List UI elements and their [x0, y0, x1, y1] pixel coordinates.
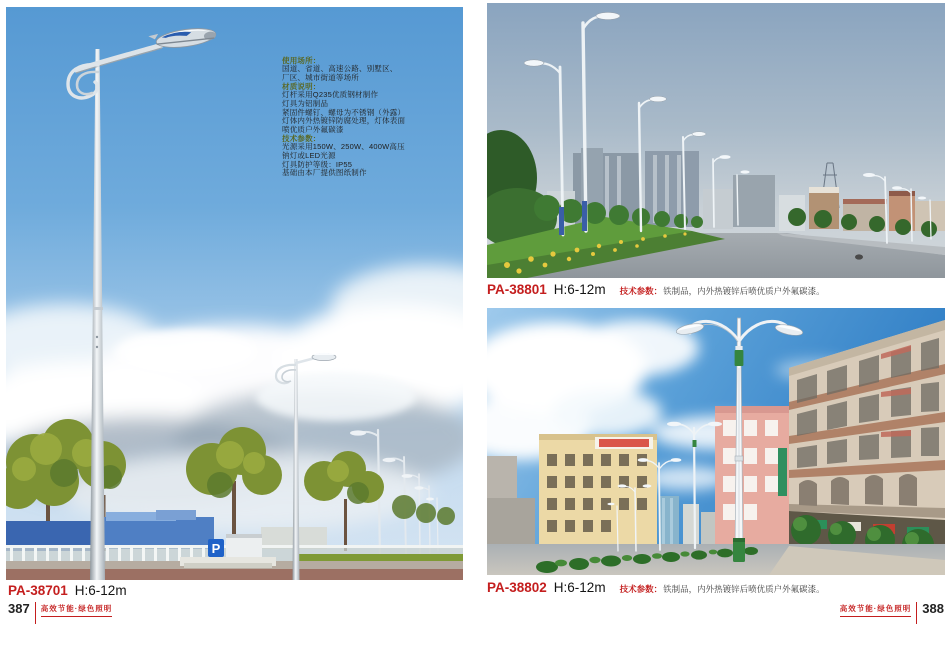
- photo-pa-38802: [487, 308, 945, 575]
- height-spec: H:6-12m: [553, 282, 606, 297]
- tech-params-label: 技术参数：: [619, 584, 663, 594]
- tech-line: 钠灯或LED光源: [282, 151, 336, 161]
- page-number: 388: [922, 601, 944, 616]
- photo-pa-38801: [487, 3, 945, 278]
- product-code: PA-38701: [8, 583, 68, 598]
- photo-pa-38701: [6, 7, 463, 580]
- material-line: 灯体内外热镀锌防腐处理，灯体表面: [282, 116, 406, 126]
- footer-divider: [35, 602, 36, 624]
- street-scene-graphic-top: [487, 3, 945, 278]
- tech-params-desc: 铁制品，内外热镀锌后喷优质户外氟碳漆。: [663, 584, 825, 594]
- usage-heading: 使用场所：: [282, 55, 321, 65]
- tech-line: 灯具防护等级：IP55: [282, 159, 353, 169]
- height-spec: H:6-12m: [74, 583, 127, 598]
- page-footer-right: [840, 602, 944, 624]
- footer-slogan: 高效节能·绿色照明: [840, 603, 912, 617]
- usage-line: 国道、省道、高速公路、别墅区、: [282, 64, 398, 74]
- product-caption-38701: [8, 583, 127, 598]
- road: [487, 544, 945, 575]
- material-line: 灯具为铝制品: [282, 98, 329, 108]
- street-scene-graphic-bottom: [487, 308, 945, 575]
- material-line: 紧固件螺钉、螺母为不锈钢（外露）: [282, 107, 406, 117]
- page-number: 387: [8, 601, 30, 616]
- footer-slogan: 高效节能·绿色照明: [41, 603, 113, 617]
- product-caption-38801: [487, 282, 825, 297]
- motorbike: [855, 254, 863, 259]
- material-line: 喷优质户外氟碳漆: [282, 124, 344, 134]
- tech-line: 光源采用150W、250W、400W高压: [282, 142, 405, 152]
- tech-params-desc: 铁制品，内外热镀锌后喷优质户外氟碳漆。: [663, 286, 825, 296]
- pink-building: [715, 406, 789, 546]
- page-footer-left: [8, 602, 112, 624]
- height-spec: H:6-12m: [553, 580, 606, 595]
- product-caption-38802: [487, 580, 825, 595]
- tech-params-label: 技术参数：: [619, 286, 663, 296]
- product-code: PA-38801: [487, 282, 547, 297]
- svg-text:P: P: [211, 541, 221, 556]
- tech-heading: 技术参数：: [282, 133, 321, 143]
- spec-overlay: [282, 56, 452, 178]
- product-code: PA-38802: [487, 580, 547, 595]
- material-heading: 材质说明：: [282, 81, 321, 91]
- usage-line: 厂区、城市街道等场所: [282, 72, 359, 82]
- tech-line: 基础由本厂提供图纸制作: [282, 168, 367, 178]
- material-line: 灯杆采用Q235优质钢材制作: [282, 90, 379, 100]
- footer-divider: [916, 602, 917, 624]
